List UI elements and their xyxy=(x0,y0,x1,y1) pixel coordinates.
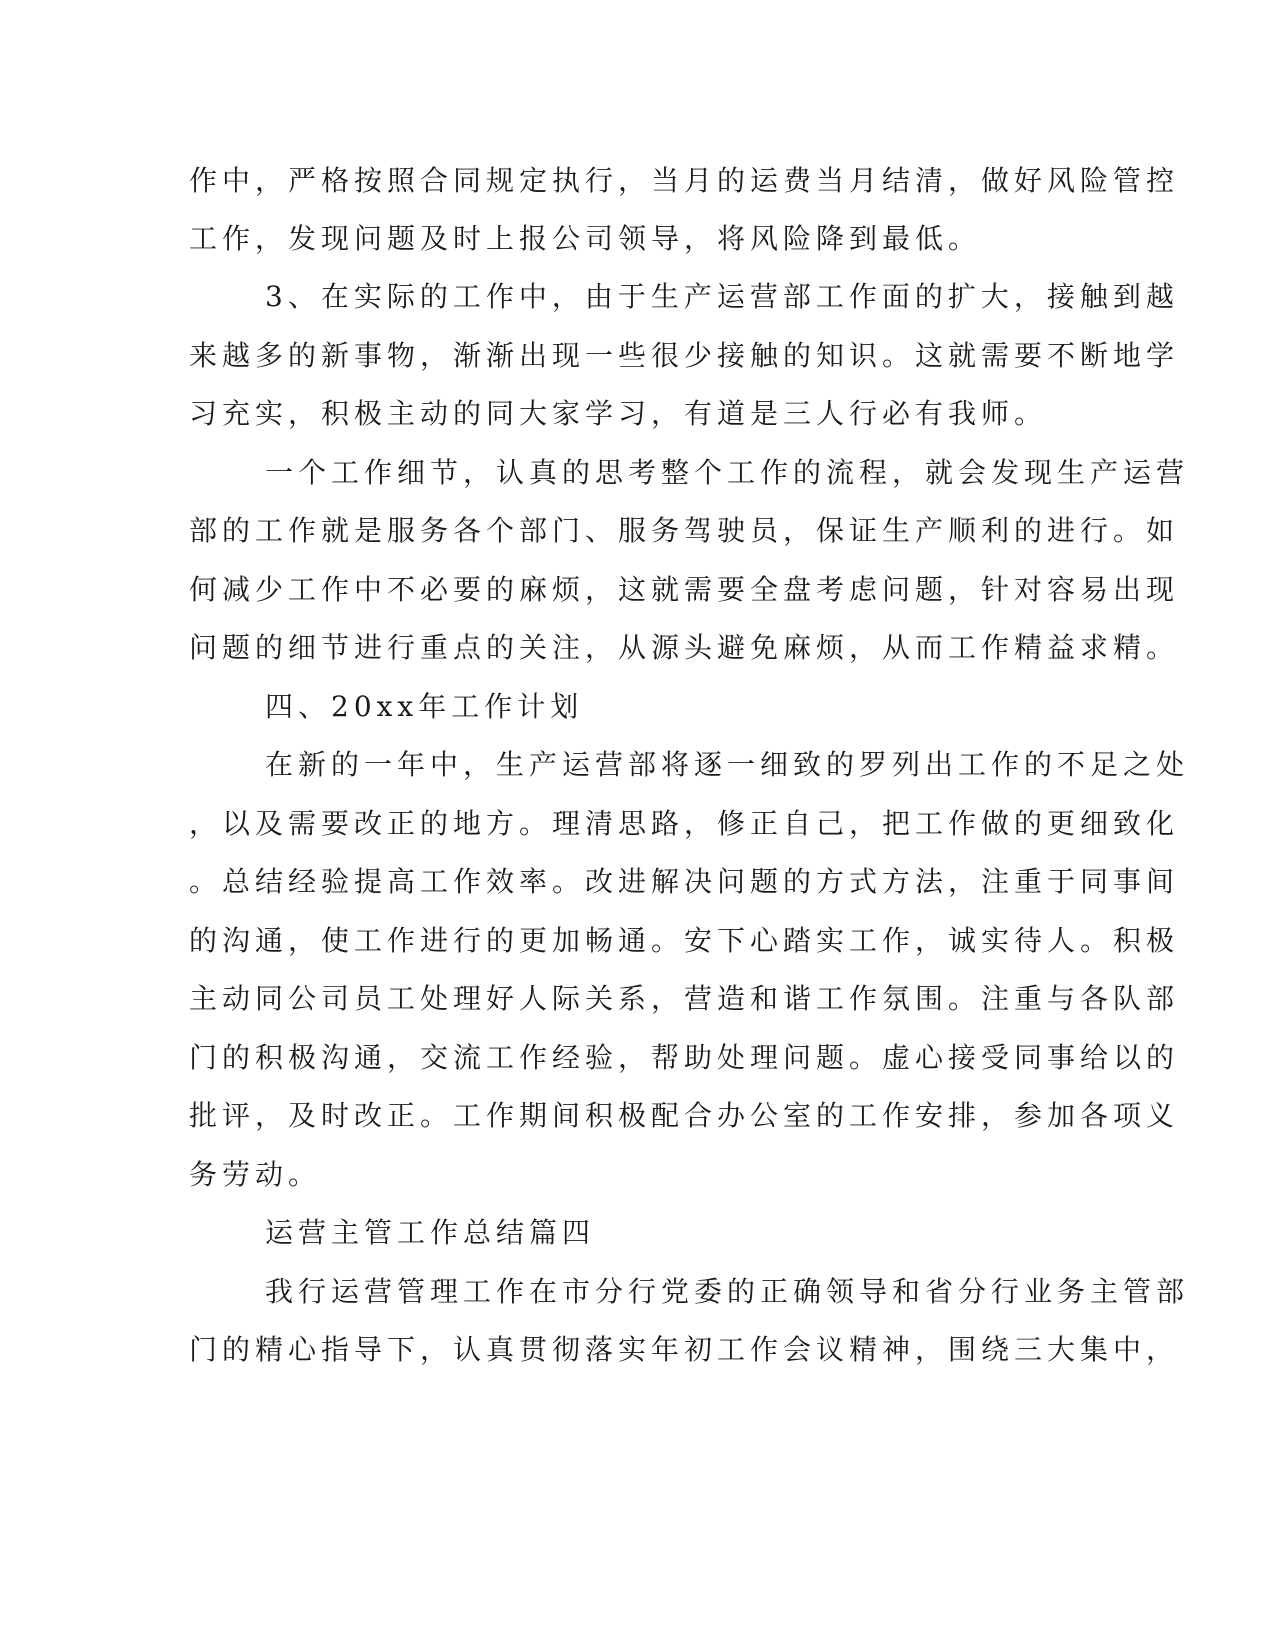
text-line: 。总结经验提高工作效率。改进解决问题的方式方法，注重于同事间 xyxy=(189,865,1180,898)
text-line: 部的工作就是服务各个部门、服务驾驶员，保证生产顺利的进行。如 xyxy=(189,514,1180,547)
text-line: 工作，发现问题及时上报公司领导，将风险降到最低。 xyxy=(189,222,982,255)
text-line: 何减少工作中不必要的麻烦，这就需要全盘考虑问题，针对容易出现 xyxy=(189,573,1180,606)
text-line: 门的精心指导下，认真贯彻落实年初工作会议精神，围绕三大集中， xyxy=(189,1333,1180,1366)
section-heading: 运营主管工作总结篇四 xyxy=(265,1216,596,1249)
section-heading: 四、20xx年工作计划 xyxy=(265,690,584,723)
text-line: 在新的一年中，生产运营部将逐一细致的罗列出工作的不足之处 xyxy=(265,748,1190,781)
text-line: 批评，及时改正。工作期间积极配合办公室的工作安排，参加各项义 xyxy=(189,1099,1180,1132)
text-line: 来越多的新事物，渐渐出现一些很少接触的知识。这就需要不断地学 xyxy=(189,339,1180,372)
text-line: 的沟通，使工作进行的更加畅通。安下心踏实工作，诚实待人。积极 xyxy=(189,924,1180,957)
text-line: 一个工作细节，认真的思考整个工作的流程，就会发现生产运营 xyxy=(265,456,1190,489)
text-line: 3、在实际的工作中，由于生产运营部工作面的扩大，接触到越 xyxy=(265,280,1179,313)
text-line: 门的积极沟通，交流工作经验，帮助处理问题。虚心接受同事给以的 xyxy=(189,1041,1180,1074)
text-line: 主动同公司员工处理好人际关系，营造和谐工作氛围。注重与各队部 xyxy=(189,982,1180,1015)
text-line: ，以及需要改正的地方。理清思路，修正自己，把工作做的更细致化 xyxy=(189,807,1180,840)
text-line: 我行运营管理工作在市分行党委的正确领导和省分行业务主管部 xyxy=(265,1275,1190,1308)
text-line: 作中，严格按照合同规定执行，当月的运费当月结清，做好风险管控 xyxy=(189,164,1180,197)
text-line: 务劳动。 xyxy=(189,1158,322,1191)
text-line: 习充实，积极主动的同大家学习，有道是三人行必有我师。 xyxy=(189,397,1048,430)
text-line: 问题的细节进行重点的关注，从源头避免麻烦，从而工作精益求精。 xyxy=(189,631,1180,664)
